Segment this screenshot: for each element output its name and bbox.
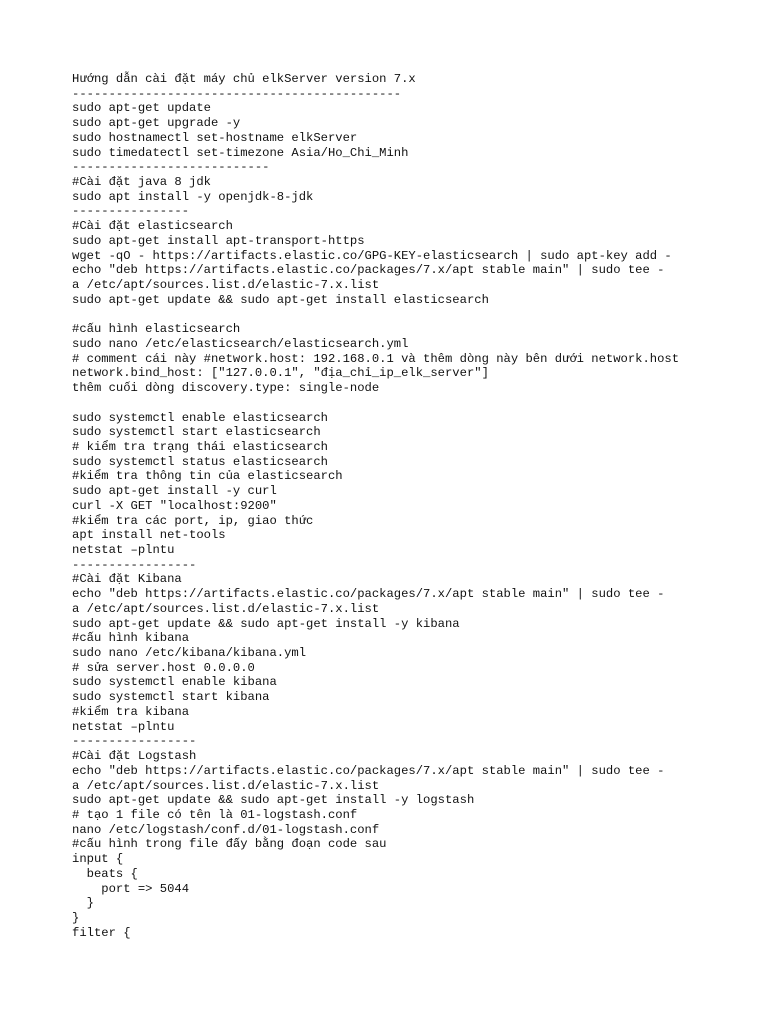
document-line: sudo apt-get install -y curl (72, 484, 277, 499)
document-line: netstat –plntu (72, 719, 175, 734)
document-body (72, 72, 752, 940)
document-line: echo "deb https://artifacts.elastic.co/packages/7.x/apt stable main" | sudo tee - (72, 587, 665, 602)
document-line: sudo hostnamectl set-hostname elkServer (72, 130, 358, 145)
document-line: #cấu hình kibana (72, 631, 190, 646)
document-line: sudo nano /etc/elasticsearch/elasticsearch.yml (72, 336, 409, 351)
document-line: curl -X GET "localhost:9200" (72, 498, 277, 513)
document-line: apt install net-tools (72, 528, 226, 543)
document-line: #cấu hình elasticsearch (72, 322, 241, 337)
document-line: #kiểm tra kibana (72, 704, 190, 719)
document-line: echo "deb https://artifacts.elastic.co/packages/7.x/apt stable main" | sudo tee - (72, 763, 665, 778)
document-line: #Cài đặt Kibana (72, 572, 182, 587)
document-line: --------------------------------------------- (72, 86, 402, 101)
document-line: #kiểm tra các port, ip, giao thức (72, 513, 314, 528)
document-line: #cấu hình trong file đấy bằng đoạn code sau (72, 837, 387, 852)
document-line: sudo apt-get update && sudo apt-get install -y logstash (72, 793, 475, 808)
document-line: nano /etc/logstash/conf.d/01-logstash.conf (72, 822, 380, 837)
document-line: sudo timedatectl set-timezone Asia/Ho_Chi_Minh (72, 145, 409, 160)
document-line: sudo apt-get update && sudo apt-get install elasticsearch (72, 292, 489, 307)
document-line: ----------------- (72, 557, 197, 572)
document-line: thêm cuối dòng discovery.type: single-node (72, 381, 380, 396)
document-line: input { (72, 852, 124, 867)
document-line: sudo nano /etc/kibana/kibana.yml (72, 646, 307, 661)
document-line: --------------------------- (72, 160, 270, 175)
document-line: # comment cái này #network.host: 192.168.0.1 và thêm dòng này bên dưới network.host (72, 351, 680, 366)
document-line: sudo systemctl enable elasticsearch (72, 410, 328, 425)
document-line: netstat –plntu (72, 543, 175, 557)
document-line (72, 396, 752, 411)
document-line: } (72, 910, 80, 925)
document-line: echo "deb https://artifacts.elastic.co/packages/7.x/apt stable main" | sudo tee - (72, 263, 665, 278)
document-line: sudo systemctl enable kibana (72, 675, 277, 690)
document-line: #Cài đặt java 8 jdk (72, 175, 211, 190)
document-line (72, 308, 752, 323)
document-line: port => 5044 (72, 881, 190, 896)
document-line: a /etc/apt/sources.list.d/elastic-7.x.list (72, 601, 380, 616)
document-line: sudo apt-get update && sudo apt-get install -y kibana (72, 616, 460, 631)
document-line: # sửa server.host 0.0.0.0 (72, 660, 255, 675)
document-line: } (72, 896, 94, 911)
document-line: #Cài đặt Logstash (72, 749, 197, 764)
document-line: filter { (72, 925, 131, 940)
document-line: # kiểm tra trạng thái elasticsearch (72, 439, 328, 454)
document-line: ---------------- (72, 204, 190, 219)
document-line: sudo apt-get upgrade -y (72, 116, 241, 131)
document-line: # tạo 1 file có tên là 01-logstash.conf (72, 807, 358, 822)
document-line: sudo apt install -y openjdk-8-jdk (72, 189, 314, 204)
document-line: #kiểm tra thông tin của elasticsearch (72, 469, 343, 484)
document-line: beats { (72, 866, 138, 881)
document-line: network.bind_host: ["127.0.0.1", "địa_chỉ_ip_elk_server"] (72, 366, 489, 381)
document-line: Hướng dẫn cài đặt máy chủ elkServer version 7.x (72, 72, 416, 86)
document-line: #Cài đặt elasticsearch (72, 219, 233, 234)
document-line: a /etc/apt/sources.list.d/elastic-7.x.list (72, 278, 380, 293)
document-line: ----------------- (72, 734, 197, 749)
document-line: sudo systemctl start kibana (72, 690, 270, 705)
document-line: sudo apt-get install apt-transport-https (72, 233, 365, 248)
document-line: wget -qO - https://artifacts.elastic.co/GPG-KEY-elasticsearch | sudo apt-key add - (72, 248, 672, 263)
document-line: sudo apt-get update (72, 101, 211, 116)
document-line: sudo systemctl status elasticsearch (72, 454, 328, 469)
document-line: sudo systemctl start elasticsearch (72, 425, 321, 440)
document-line: a /etc/apt/sources.list.d/elastic-7.x.list (72, 778, 380, 793)
